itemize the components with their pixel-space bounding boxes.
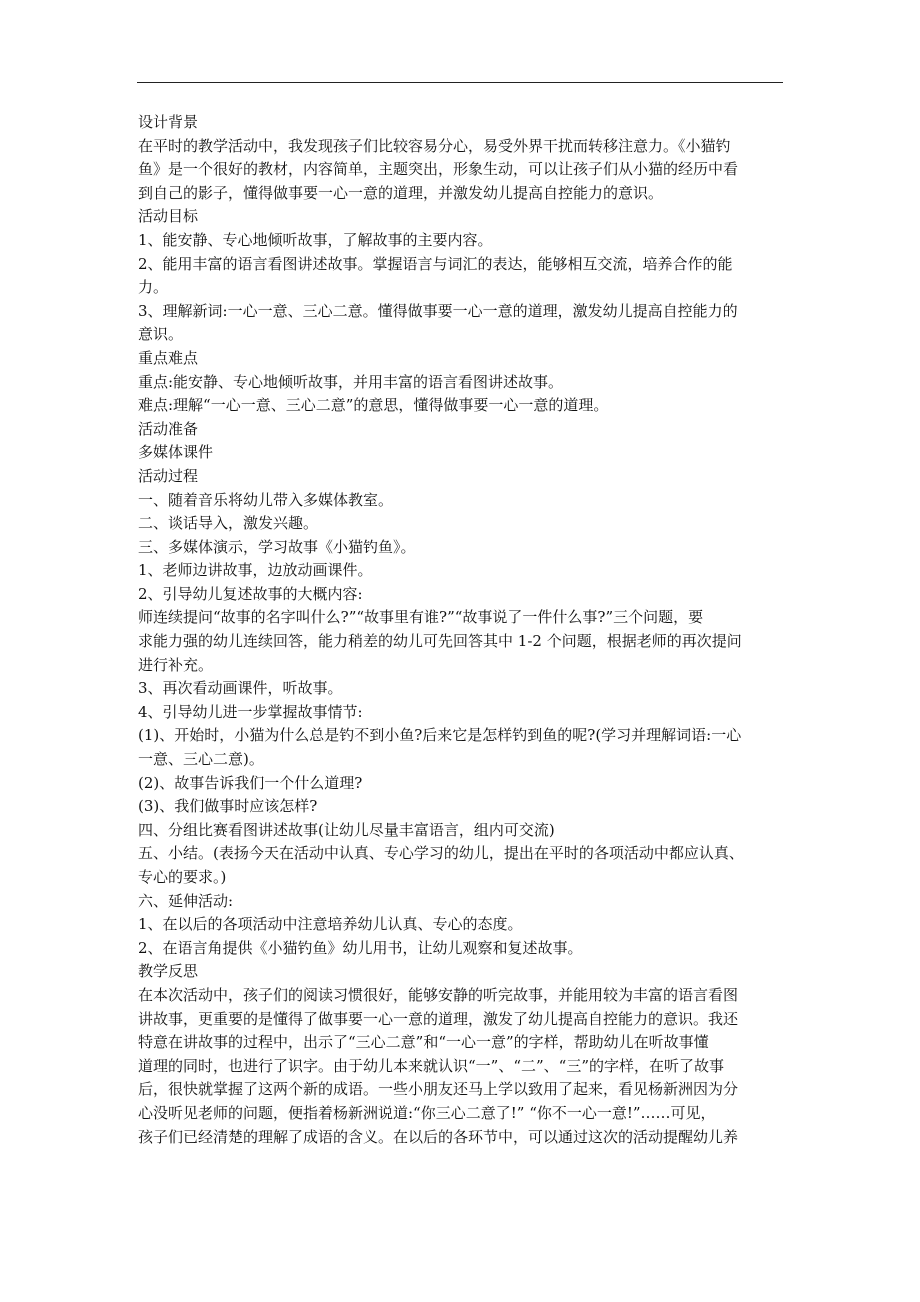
- text-line: 2、在语言角提供《小猫钓鱼》幼儿用书，让幼儿观察和复述故事。: [138, 938, 583, 957]
- text-line: 4、引导幼儿进一步掌握故事情节:: [138, 702, 363, 721]
- text-line: 重点:能安静、专心地倾听故事，并用丰富的语言看图讲述故事。: [138, 372, 564, 391]
- text-line: 孩子们已经清楚的理解了成语的含义。在以后的各环节中，可以通过这次的活动提醒幼儿养: [138, 1127, 739, 1146]
- text-line: 2、能用丰富的语言看图讲述故事。掌握语言与词汇的表达，能够相互交流，培养合作的能: [138, 254, 733, 273]
- text-line: 一意、三心二意)。: [138, 750, 264, 769]
- text-line: 心没听见老师的问题，便指着杨新洲说道:“你三心二意了!” “你不一心一意!”……可见，: [138, 1103, 716, 1122]
- text-line: 1、能安静、专心地倾听故事，了解故事的主要内容。: [138, 230, 493, 249]
- text-line: 难点:理解“一心一意、三心二意”的意思，懂得做事要一心一意的道理。: [138, 396, 609, 415]
- text-line: 在平时的教学活动中，我发现孩子们比较容易分心，易受外界干扰而转移注意力。《小猫钓: [138, 136, 731, 155]
- text-line: 五、小结。(表扬今天在活动中认真、专心学习的幼儿，提出在平时的各项活动中都应认真、: [138, 844, 744, 863]
- text-line: 二、谈话导入，激发兴趣。: [138, 514, 319, 533]
- text-line: 进行补充。: [138, 655, 214, 674]
- text-line: 1、在以后的各项活动中注意培养幼儿认真、专心的态度。: [138, 915, 523, 934]
- text-line: (1)、开始时，小猫为什么总是钓不到小鱼?后来它是怎样钓到鱼的呢?(学习并理解词语:一心: [138, 726, 742, 745]
- text-line: 3、理解新词:一心一意、三心二意。懂得做事要一心一意的道理，激发幼儿提高自控能力的: [138, 301, 738, 320]
- text-line: 一、随着音乐将幼儿带入多媒体教室。: [138, 490, 394, 509]
- text-line: 六、延伸活动:: [138, 891, 234, 910]
- text-line: 讲故事，更重要的是懂得了做事要一心一意的道理，激发了幼儿提高自控能力的意识。我还: [138, 1009, 739, 1028]
- section-heading: 设计背景: [138, 113, 199, 131]
- text-line: 特意在讲故事的过程中，出示了“三心二意”和“一心一意”的字样，帮助幼儿在听故事懂: [138, 1033, 709, 1052]
- text-line: 3、再次看动画课件，听故事。: [138, 679, 343, 698]
- text-line: 鱼》是一个很好的教材，内容简单，主题突出，形象生动，可以让孩子们从小猫的经历中看: [138, 160, 739, 179]
- text-line: 求能力强的幼儿连续回答，能力稍差的幼儿可先回答其中 1-2 个问题，根据老师的再次提问: [138, 632, 742, 651]
- section-heading: 活动准备: [138, 419, 199, 438]
- section-heading: 活动目标: [138, 207, 199, 226]
- text-line: 在本次活动中，孩子们的阅读习惯很好，能够安静的听完故事，并能用较为丰富的语言看图: [138, 985, 739, 1004]
- text-line: (3)、我们做事时应该怎样?: [138, 797, 318, 816]
- text-line: 1、老师边讲故事，边放动画课件。: [138, 561, 373, 580]
- header-rule: [137, 82, 783, 83]
- text-line: 力。: [138, 278, 169, 297]
- text-line: 道理的同时，也进行了识字。由于幼儿本来就认识“一”、“二”、“三”的字样，在听了故事: [138, 1056, 725, 1075]
- text-line: 专心的要求。): [138, 868, 227, 886]
- text-line: 三、多媒体演示，学习故事《小猫钓鱼》。: [138, 537, 416, 556]
- text-line: 后，很快就掌握了这两个新的成语。一些小朋友还马上学以致用了起来，看见杨新洲因为分: [138, 1080, 739, 1099]
- text-line: 到自己的影子，懂得做事要一心一意的道理，并激发幼儿提高自控能力的意识。: [138, 183, 664, 202]
- text-line: (2)、故事告诉我们一个什么道理?: [138, 773, 363, 792]
- text-line: 多媒体课件: [138, 443, 214, 462]
- section-heading: 教学反思: [138, 962, 199, 981]
- text-line: 师连续提问“故事的名字叫什么?”“故事里有谁?”“故事说了一件什么事?”三个问题，要: [138, 608, 704, 627]
- section-heading: 重点难点: [138, 348, 199, 367]
- text-line: 2、引导幼儿复述故事的大概内容:: [138, 584, 363, 603]
- section-heading: 活动过程: [138, 466, 199, 485]
- text-line: 意识。: [138, 325, 184, 344]
- text-line: 四、分组比赛看图讲述故事(让幼儿尽量丰富语言，组内可交流): [138, 820, 555, 839]
- document-body: [138, 111, 788, 1149]
